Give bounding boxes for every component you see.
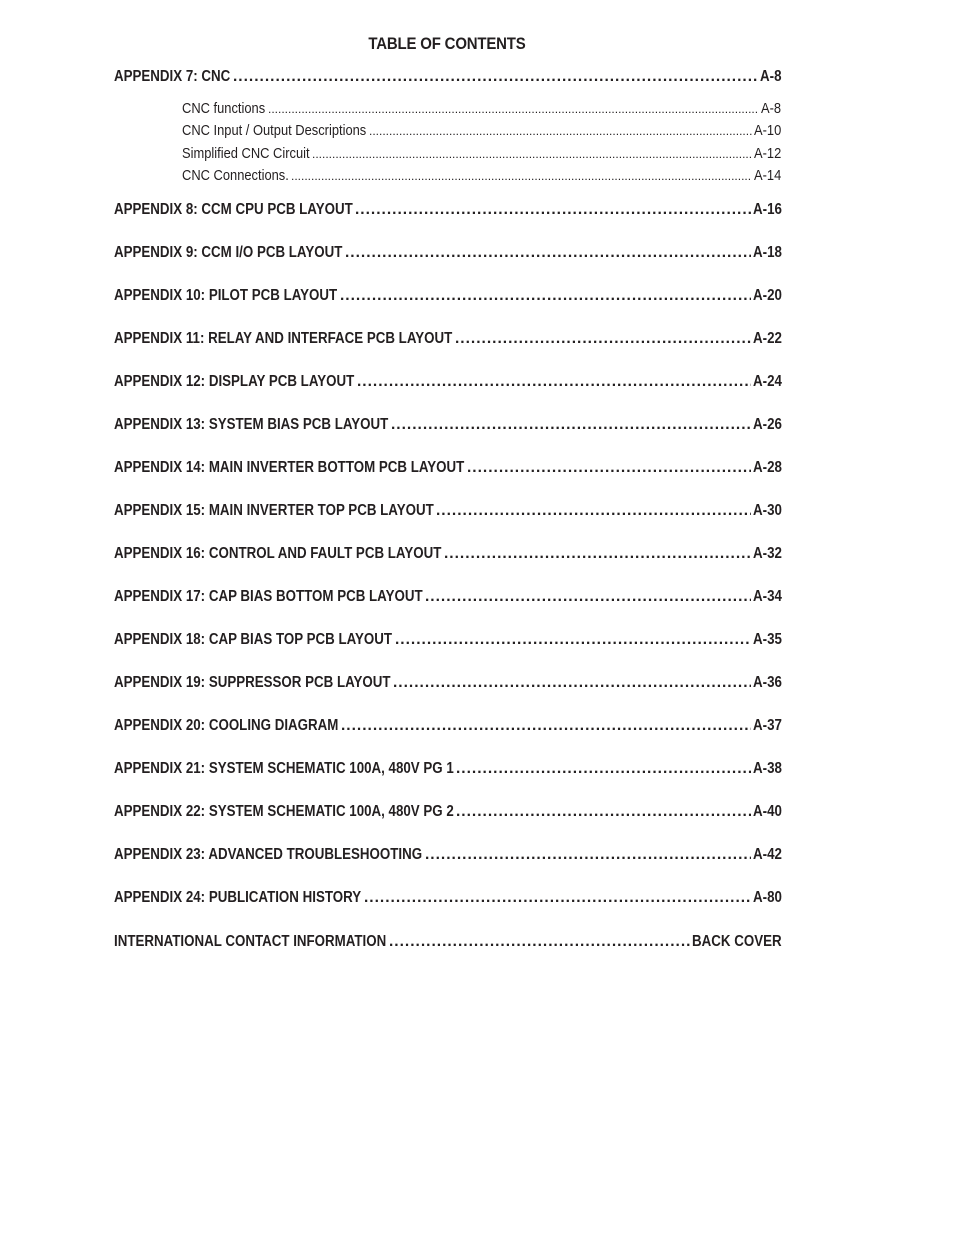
dot-leader (391, 416, 751, 434)
dot-leader (268, 102, 759, 116)
toc-subentry-label: Simplified CNC Circuit (182, 145, 310, 162)
toc-entry-label: APPENDIX 24: PUBLICATION HISTORY (114, 889, 362, 906)
toc-entry-label: APPENDIX 18: CAP BIAS TOP PCB LAYOUT (114, 631, 393, 648)
dot-leader (444, 545, 751, 563)
toc-entry-appendix-19[interactable] (114, 674, 782, 692)
toc-entry-page: A-34 (753, 588, 782, 605)
toc-entry-page: A-36 (753, 674, 782, 691)
toc-entry-appendix-15[interactable] (114, 502, 782, 520)
toc-entry-label: APPENDIX 7: CNC (114, 68, 231, 85)
dot-leader (393, 674, 751, 692)
toc-subentry-page: A-12 (754, 145, 782, 162)
toc-entry-appendix-18[interactable] (114, 631, 782, 649)
toc-entry-label: APPENDIX 9: CCM I/O PCB LAYOUT (114, 244, 343, 261)
dot-leader (436, 502, 751, 520)
dot-leader (345, 244, 751, 262)
toc-entry-label: APPENDIX 19: SUPPRESSOR PCB LAYOUT (114, 674, 391, 691)
toc-subentry-page: A-10 (754, 122, 782, 139)
toc-subentry-label: CNC Input / Output Descriptions (182, 122, 367, 139)
dot-leader (340, 287, 751, 305)
toc-subentry-simplified-cnc-circuit[interactable] (182, 145, 782, 162)
dot-leader (425, 846, 751, 864)
toc-entry-page: A-8 (760, 68, 782, 85)
toc-entry-page: A-24 (753, 373, 782, 390)
dot-leader (364, 889, 751, 907)
toc-entry-label: APPENDIX 15: MAIN INVERTER TOP PCB LAYOUT (114, 502, 434, 519)
dot-leader (233, 68, 758, 86)
dot-leader (456, 760, 751, 778)
dot-leader (395, 631, 751, 649)
toc-entry-page: A-35 (753, 631, 782, 648)
toc-entry-label: APPENDIX 13: SYSTEM BIAS PCB LAYOUT (114, 416, 389, 433)
toc-subentry-page: A-14 (754, 167, 782, 184)
toc-entry-appendix-24[interactable] (114, 889, 782, 907)
toc-entry-appendix-10[interactable] (114, 287, 782, 305)
toc-entry-page: A-42 (753, 846, 782, 863)
toc-entry-label: APPENDIX 14: MAIN INVERTER BOTTOM PCB LAYOUT (114, 459, 465, 476)
dot-leader (455, 330, 751, 348)
dot-leader (312, 147, 752, 161)
dot-leader (425, 588, 751, 606)
toc-entry-label: APPENDIX 10: PILOT PCB LAYOUT (114, 287, 338, 304)
toc-entry-appendix-13[interactable] (114, 416, 782, 434)
toc-subentry-cnc-connections[interactable] (182, 167, 782, 184)
toc-entry-appendix-8[interactable] (114, 201, 782, 219)
toc-subentry-label: CNC Connections. (182, 167, 289, 184)
toc-entry-label: APPENDIX 20: COOLING DIAGRAM (114, 717, 339, 734)
toc-entry-appendix-17[interactable] (114, 588, 782, 606)
toc-entry-label: APPENDIX 8: CCM CPU PCB LAYOUT (114, 201, 353, 218)
toc-entry-page: A-30 (753, 502, 782, 519)
toc-entry-appendix-7[interactable] (114, 68, 782, 86)
toc-entry-page: A-40 (753, 803, 782, 820)
toc-entry-page: A-16 (753, 201, 782, 218)
toc-entry-label: APPENDIX 12: DISPLAY PCB LAYOUT (114, 373, 355, 390)
toc-entry-page: A-22 (753, 330, 782, 347)
dot-leader (341, 717, 751, 735)
dot-leader (291, 169, 752, 183)
toc-entry-label: APPENDIX 17: CAP BIAS BOTTOM PCB LAYOUT (114, 588, 423, 605)
toc-entry-page: A-32 (753, 545, 782, 562)
toc-entry-label: APPENDIX 21: SYSTEM SCHEMATIC 100A, 480V PG 1 (114, 760, 454, 777)
page-title: TABLE OF CONTENTS (368, 34, 526, 53)
toc-entry-label: APPENDIX 23: ADVANCED TROUBLESHOOTING (114, 846, 423, 863)
toc-entry-appendix-16[interactable] (114, 545, 782, 563)
toc-entry-appendix-9[interactable] (114, 244, 782, 262)
toc-entry-page: A-38 (753, 760, 782, 777)
dot-leader (389, 933, 690, 951)
dot-leader (355, 201, 751, 219)
toc-entry-page: A-28 (753, 459, 782, 476)
toc-entry-appendix-21[interactable] (114, 760, 782, 778)
toc-entry-appendix-23[interactable] (114, 846, 782, 864)
toc-entry-appendix-22[interactable] (114, 803, 782, 821)
toc-subentry-label: CNC functions (182, 100, 266, 117)
toc-entry-appendix-14[interactable] (114, 459, 782, 477)
dot-leader (357, 373, 751, 391)
toc-entry-page: A-20 (753, 287, 782, 304)
dot-leader (456, 803, 751, 821)
toc-entry-page: A-37 (753, 717, 782, 734)
toc-subentry-cnc-io-descriptions[interactable] (182, 122, 782, 139)
toc-entry-label: APPENDIX 16: CONTROL AND FAULT PCB LAYOUT (114, 545, 442, 562)
dot-leader (369, 124, 752, 138)
toc-entry-page: BACK COVER (692, 933, 782, 950)
toc-entry-label: APPENDIX 11: RELAY AND INTERFACE PCB LAYOUT (114, 330, 453, 347)
toc-entry-appendix-11[interactable] (114, 330, 782, 348)
toc-entry-label: INTERNATIONAL CONTACT INFORMATION (114, 933, 387, 950)
toc-entry-international-contact[interactable] (114, 933, 782, 951)
toc-entry-page: A-80 (753, 889, 782, 906)
toc-entry-appendix-12[interactable] (114, 373, 782, 391)
toc-subentry-page: A-8 (761, 100, 782, 117)
toc-entry-page: A-18 (753, 244, 782, 261)
toc-entry-appendix-20[interactable] (114, 717, 782, 735)
toc-entry-label: APPENDIX 22: SYSTEM SCHEMATIC 100A, 480V PG 2 (114, 803, 454, 820)
toc-subentry-cnc-functions[interactable] (182, 100, 782, 117)
toc-entry-page: A-26 (753, 416, 782, 433)
dot-leader (467, 459, 751, 477)
